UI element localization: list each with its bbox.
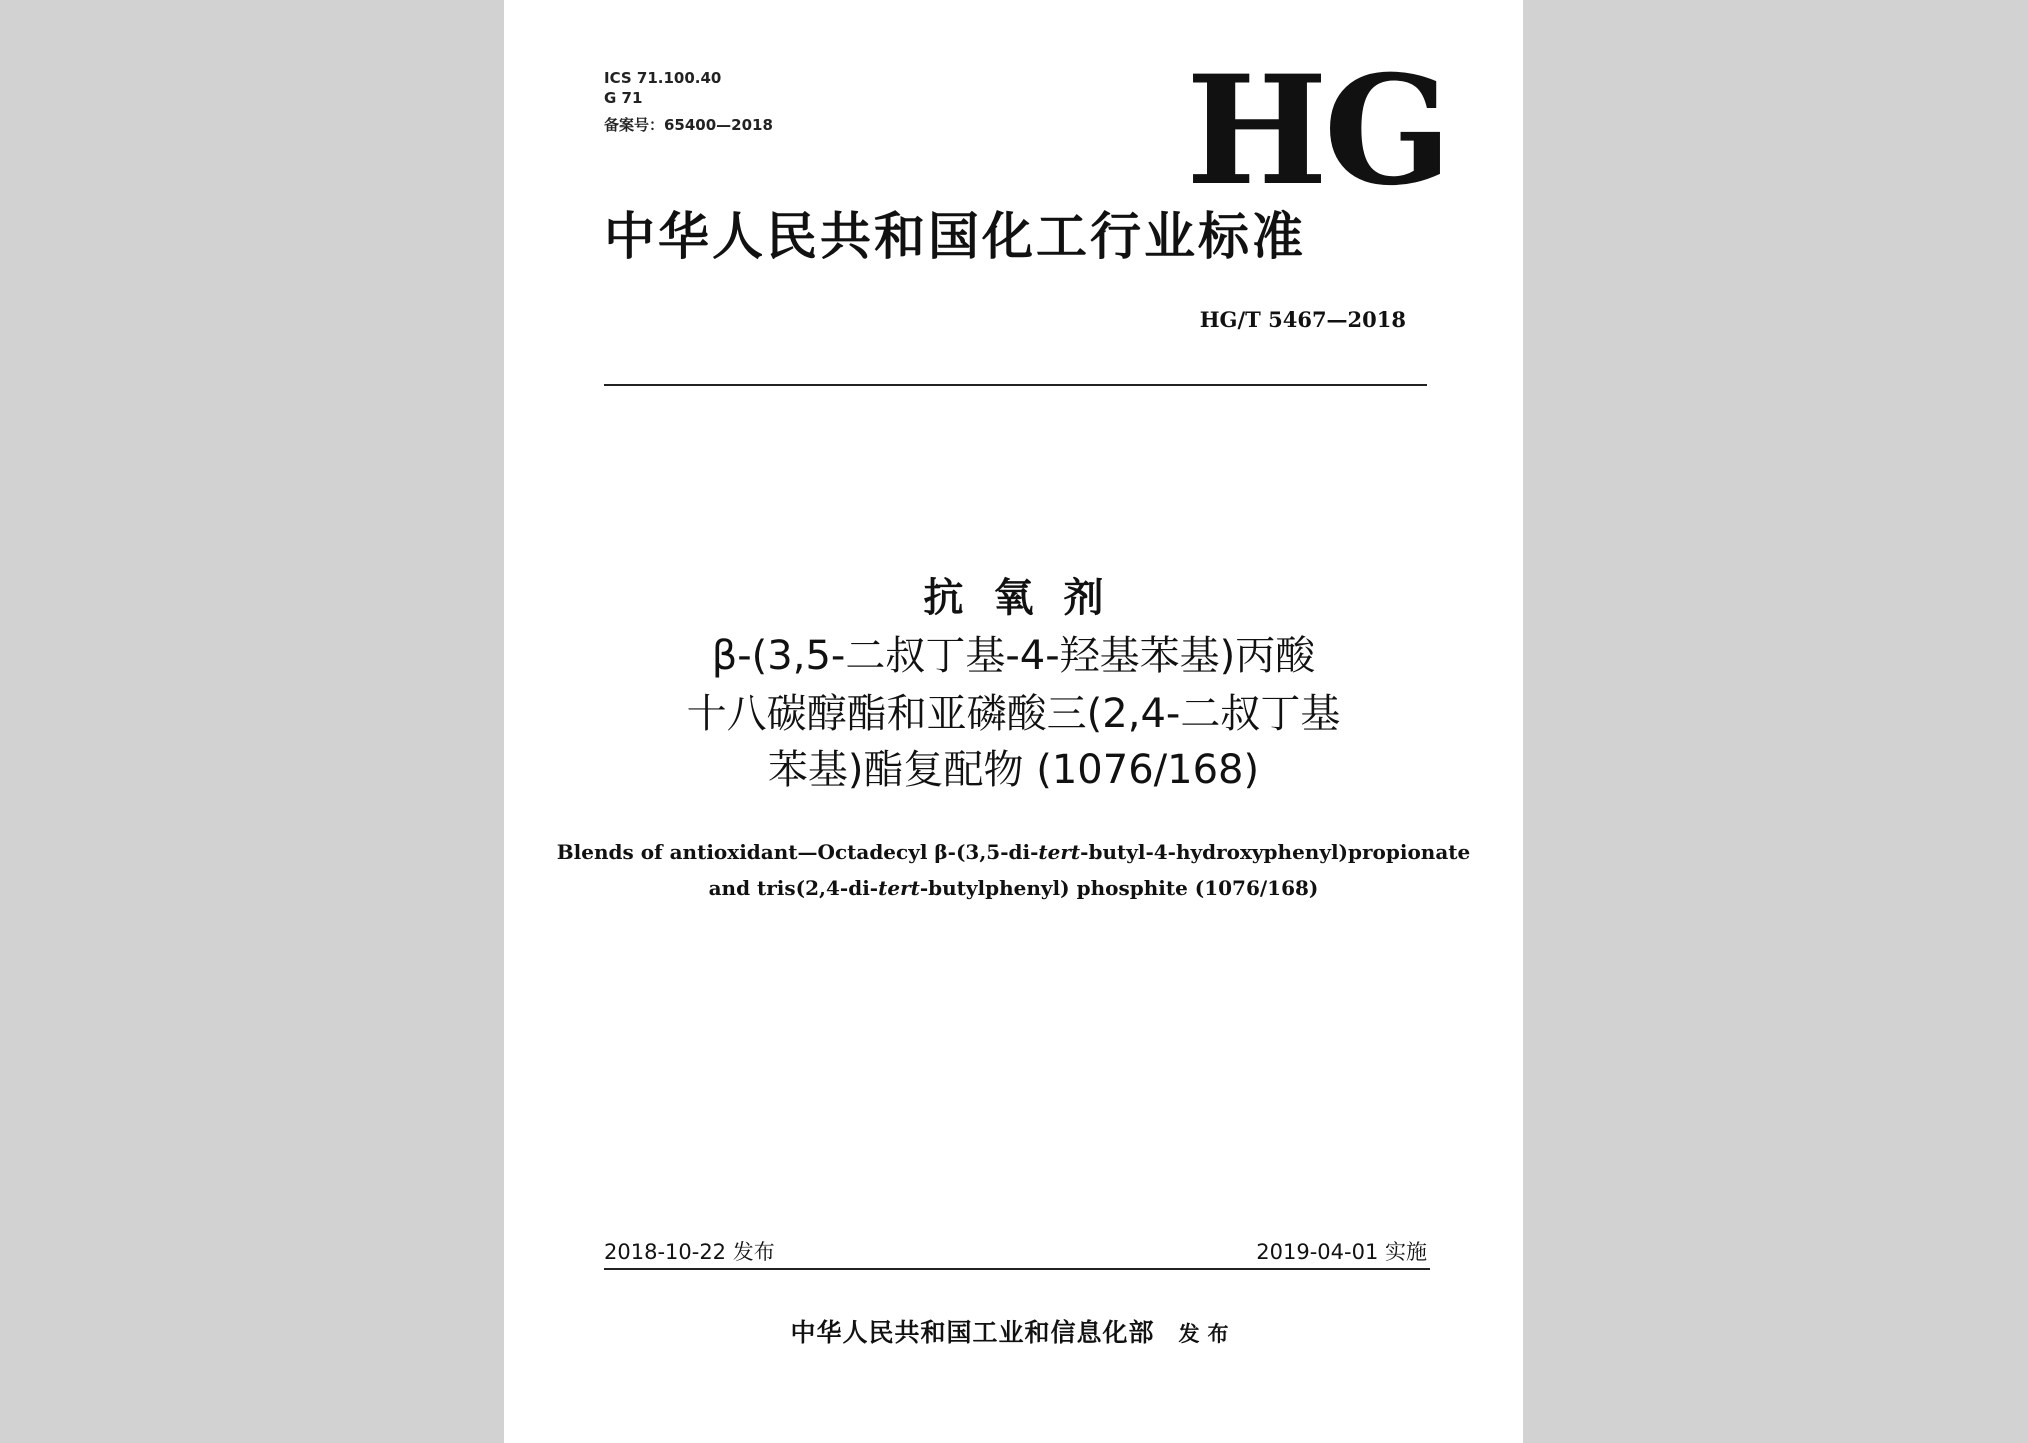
title-zh-line-3: 十八碳醇酯和亚磷酸三(2,4-二叔丁基 bbox=[686, 691, 1341, 737]
ics-code: ICS 71.100.40 bbox=[604, 69, 722, 87]
title-en-line-1-a: Blends of antioxidant—Octadecyl β-(3,5-di- bbox=[556, 840, 1039, 864]
implementation-date: 2019-04-01 实施 bbox=[1256, 1240, 1427, 1264]
title-en-line-2-italic: tert bbox=[878, 876, 920, 900]
hg-logo: HG bbox=[1186, 43, 1448, 219]
ccs-code: G 71 bbox=[604, 89, 643, 107]
title-zh-line-1: 抗氧剂 bbox=[923, 575, 1134, 621]
footer-rule bbox=[604, 1268, 1430, 1270]
publish-action: 发布 bbox=[1178, 1322, 1237, 1346]
issue-date: 2018-10-22 发布 bbox=[604, 1240, 775, 1264]
publisher-line bbox=[504, 1316, 1523, 1351]
standard-code: HG/T 5467—2018 bbox=[1199, 307, 1406, 332]
record-number: 备案号：65400—2018 bbox=[604, 116, 773, 134]
title-en-line-2-c: -butylphenyl) phosphite (1076/168) bbox=[919, 876, 1319, 900]
standard-category: 中华人民共和国化工行业标准 bbox=[604, 208, 1307, 267]
title-en-line-1-c: -butyl-4-hydroxyphenyl)propionate bbox=[1080, 840, 1471, 864]
title-en-line-1-italic: tert bbox=[1038, 840, 1081, 864]
title-en-line-1 bbox=[504, 836, 1523, 868]
title-zh-line-4: 苯基)酯复配物 (1076/168) bbox=[767, 747, 1260, 793]
header-rule bbox=[604, 384, 1427, 386]
document-page bbox=[504, 0, 1523, 1443]
publisher-org: 中华人民共和国工业和信息化部 bbox=[790, 1318, 1155, 1347]
title-en-line-2 bbox=[504, 872, 1523, 904]
title-zh-line-2: β-(3,5-二叔丁基-4-羟基苯基)丙酸 bbox=[711, 633, 1316, 679]
title-en-line-2-a: and tris(2,4-di- bbox=[708, 876, 879, 900]
